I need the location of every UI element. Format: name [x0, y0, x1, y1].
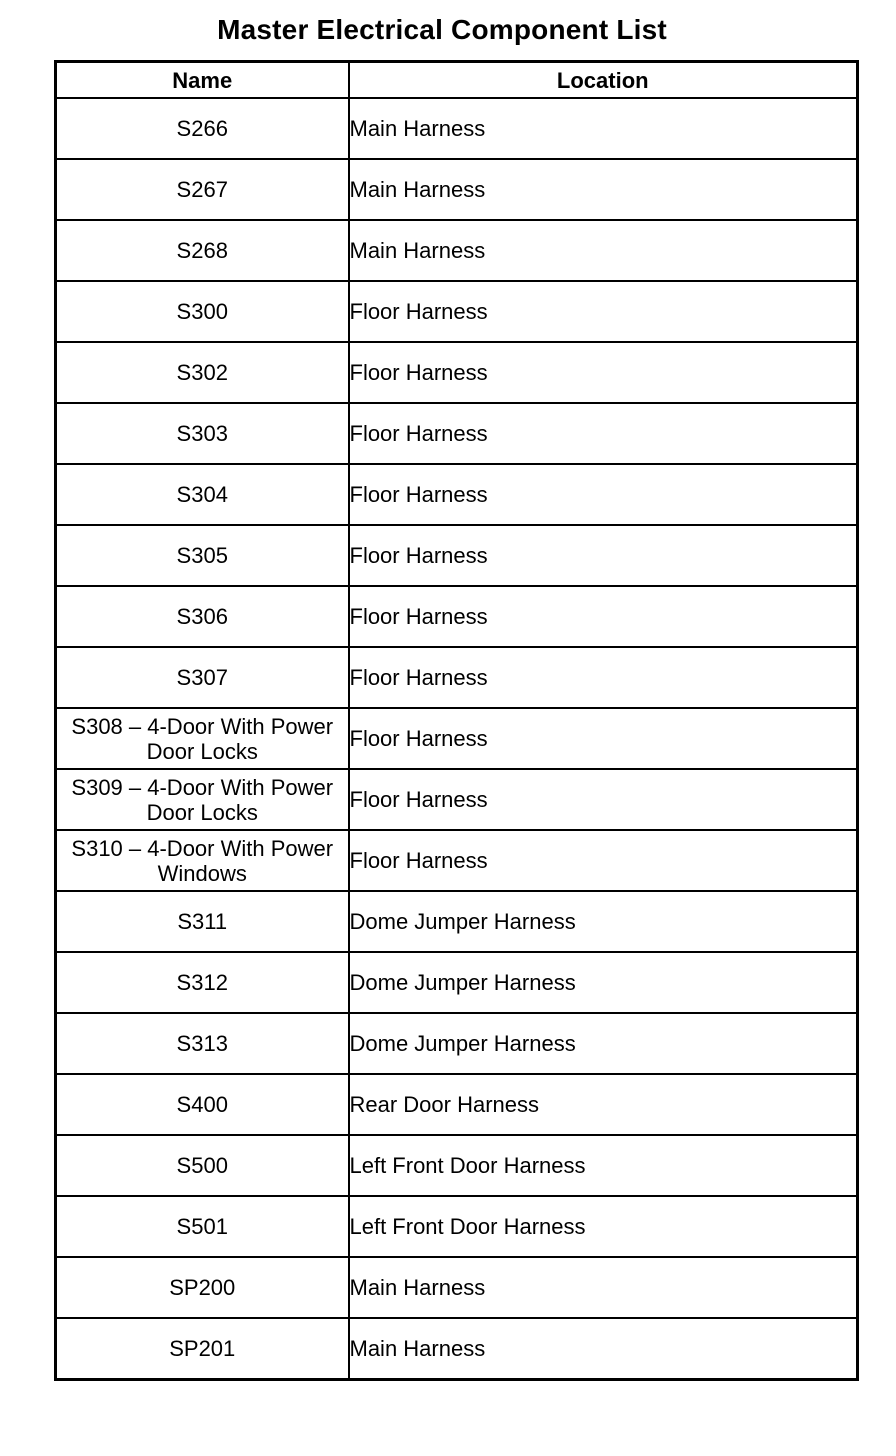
component-name-cell: S308 – 4-Door With Power Door Locks: [56, 708, 349, 769]
table-row: [56, 708, 858, 769]
component-name-cell: S311: [56, 891, 349, 952]
table-row: [56, 1013, 858, 1074]
component-name-cell: S302: [56, 342, 349, 403]
table-row: [56, 220, 858, 281]
component-location-cell: Main Harness: [349, 220, 858, 281]
component-location-cell: Floor Harness: [349, 708, 858, 769]
table-row: [56, 647, 858, 708]
table-row: [56, 1135, 858, 1196]
table-row: [56, 342, 858, 403]
component-table: [54, 60, 859, 1381]
component-location-cell: Floor Harness: [349, 525, 858, 586]
component-name-cell: S303: [56, 403, 349, 464]
component-location-cell: Left Front Door Harness: [349, 1196, 858, 1257]
component-location-cell: Dome Jumper Harness: [349, 891, 858, 952]
column-header-location: Location: [349, 62, 858, 99]
component-location-cell: Floor Harness: [349, 830, 858, 891]
component-location-cell: Main Harness: [349, 159, 858, 220]
component-name-cell: SP200: [56, 1257, 349, 1318]
component-name-cell: S307: [56, 647, 349, 708]
component-name-cell: S304: [56, 464, 349, 525]
table-row: [56, 525, 858, 586]
component-location-cell: Floor Harness: [349, 342, 858, 403]
table-row: [56, 830, 858, 891]
component-name-cell: S268: [56, 220, 349, 281]
header-row: [56, 62, 858, 99]
table-row: [56, 464, 858, 525]
component-location-cell: Dome Jumper Harness: [349, 952, 858, 1013]
component-name-cell: S500: [56, 1135, 349, 1196]
component-location-cell: Floor Harness: [349, 281, 858, 342]
component-name-cell: S300: [56, 281, 349, 342]
component-name-cell: S266: [56, 98, 349, 159]
component-name-cell: S305: [56, 525, 349, 586]
table-row: [56, 281, 858, 342]
component-location-cell: Rear Door Harness: [349, 1074, 858, 1135]
table-row: [56, 952, 858, 1013]
component-location-cell: Main Harness: [349, 98, 858, 159]
component-name-cell: S267: [56, 159, 349, 220]
table-row: [56, 891, 858, 952]
table-row: [56, 586, 858, 647]
component-name-cell: S310 – 4-Door With Power Windows: [56, 830, 349, 891]
component-location-cell: Main Harness: [349, 1257, 858, 1318]
component-location-cell: Floor Harness: [349, 403, 858, 464]
table-row: [56, 1074, 858, 1135]
component-name-cell: S400: [56, 1074, 349, 1135]
component-name-cell: S306: [56, 586, 349, 647]
component-location-cell: Dome Jumper Harness: [349, 1013, 858, 1074]
component-location-cell: Main Harness: [349, 1318, 858, 1380]
column-header-name: Name: [56, 62, 349, 99]
table-row: [56, 1257, 858, 1318]
table-row: [56, 1318, 858, 1380]
component-location-cell: Floor Harness: [349, 586, 858, 647]
component-name-cell: S312: [56, 952, 349, 1013]
component-location-cell: Left Front Door Harness: [349, 1135, 858, 1196]
component-name-cell: SP201: [56, 1318, 349, 1380]
table-row: [56, 1196, 858, 1257]
component-name-cell: S309 – 4-Door With Power Door Locks: [56, 769, 349, 830]
component-location-cell: Floor Harness: [349, 464, 858, 525]
component-location-cell: Floor Harness: [349, 769, 858, 830]
component-name-cell: S313: [56, 1013, 349, 1074]
table-row: [56, 769, 858, 830]
table-row: [56, 403, 858, 464]
page-title: Master Electrical Component List: [217, 14, 667, 45]
component-name-cell: S501: [56, 1196, 349, 1257]
table-row: [56, 159, 858, 220]
component-location-cell: Floor Harness: [349, 647, 858, 708]
table-row: [56, 98, 858, 159]
